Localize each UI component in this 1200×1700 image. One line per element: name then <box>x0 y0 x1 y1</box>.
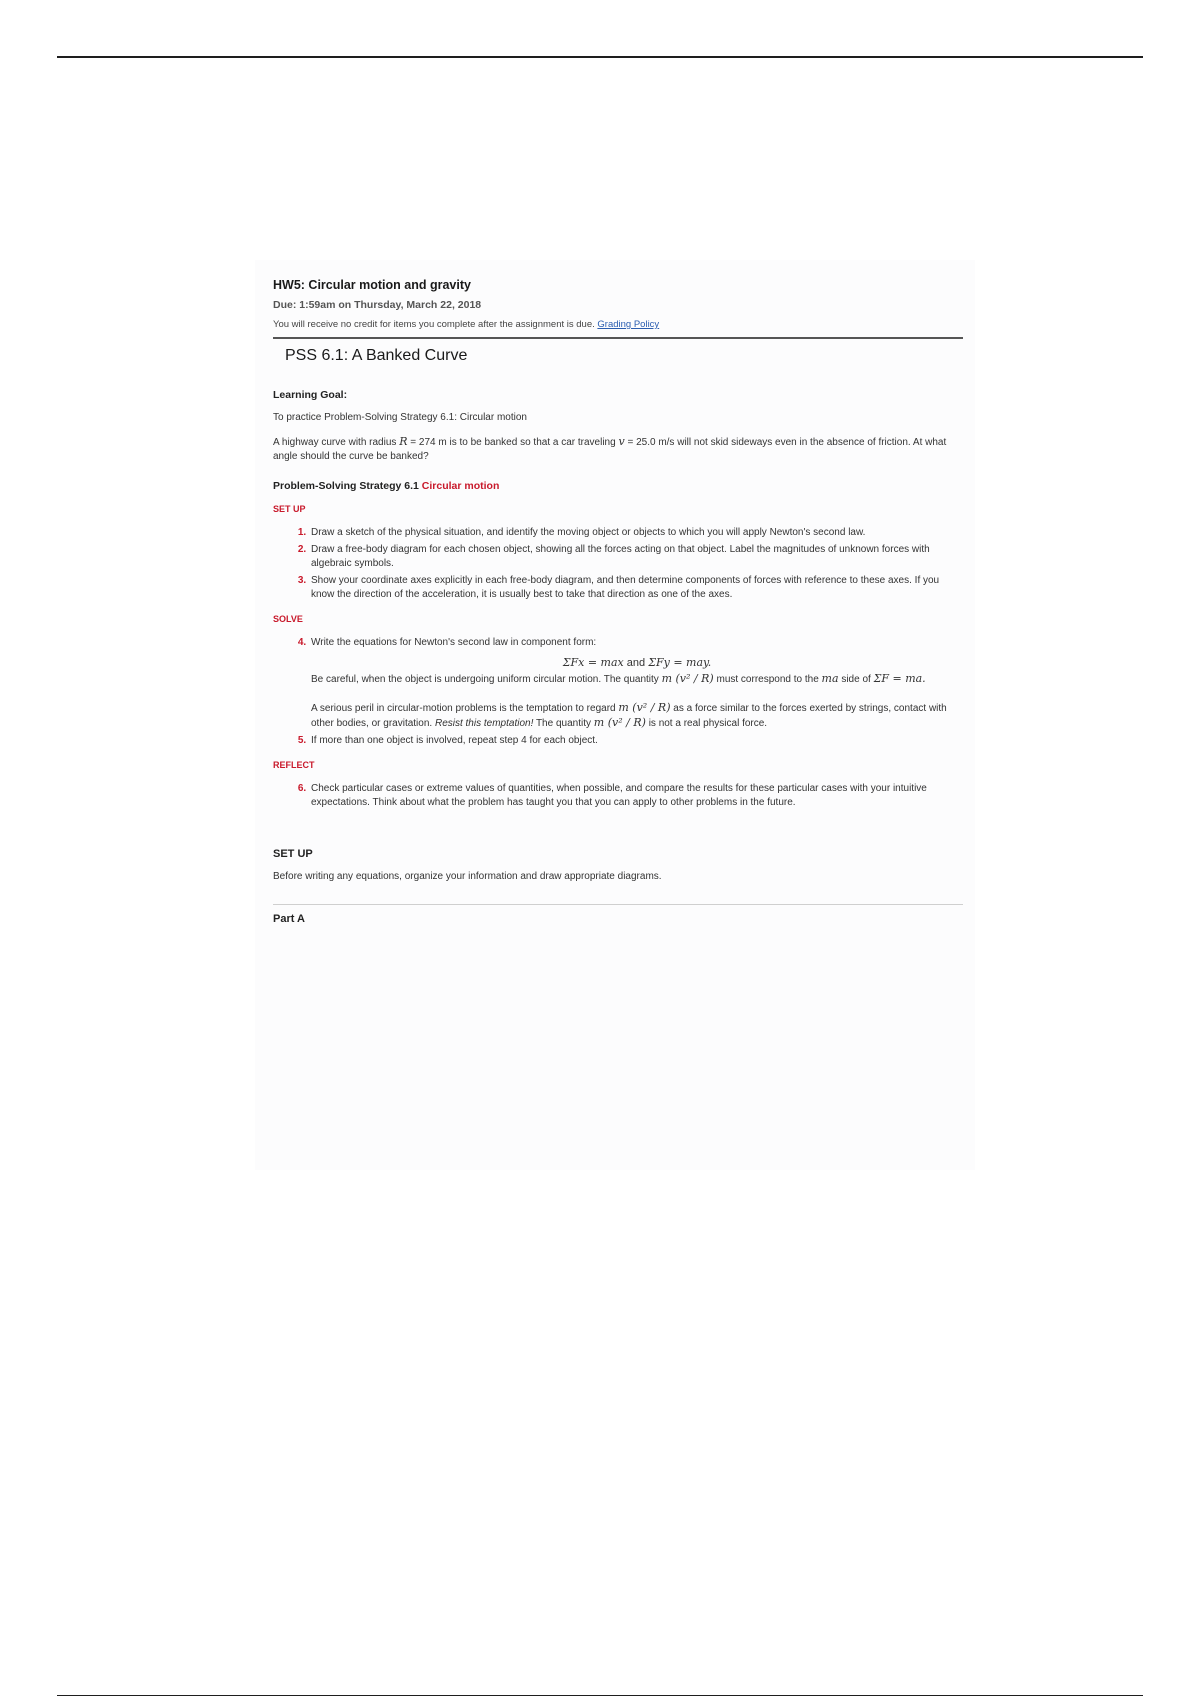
part-a-label[interactable]: Part A <box>273 913 305 925</box>
due-date: Due: 1:59am on Thursday, March 22, 2018 <box>273 299 482 311</box>
step-6: 6. Check particular cases or extreme values of quantities, when possible, and compare the results for these particular cases with your intuitive expectations. Think about what the problem has taught you that you can apply to other problems in the future. <box>309 782 963 810</box>
setup-step-heading: SET UP <box>273 504 306 514</box>
reflect-step-list <box>273 782 963 810</box>
learning-goal-text: To practice Problem-Solving Strategy 6.1: Circular motion <box>273 412 527 423</box>
reflect-step-heading: REFLECT <box>273 760 315 770</box>
step-3: 3. Show your coordinate axes explicitly in each free-body diagram, and then determine components of forces with reference to these axes. If you know the direction of the acceleration, it is usually best to take that direction as one of the axes. <box>309 574 963 602</box>
problem-statement: A highway curve with radius R = 274 m is to be banked so that a car traveling v = 25.0 m/s will not skid sideways even in the absence of friction. At what angle should the curve be banked? <box>273 435 947 462</box>
assignment-title: HW5: Circular motion and gravity <box>273 278 471 292</box>
assignment-screenshot <box>255 260 975 1170</box>
step-2: 2. Draw a free-body diagram for each chosen object, showing all the forces acting on that object. Label the magnitudes of unknown forces with algebraic symbols. <box>309 543 963 571</box>
step-5: 5. If more than one object is involved, repeat step 4 for each object. <box>309 734 963 748</box>
strategy-heading: Problem-Solving Strategy 6.1 Circular motion <box>273 480 500 492</box>
page-bottom-rule <box>57 1695 1143 1696</box>
setup-step-list <box>273 526 963 602</box>
problem-title: PSS 6.1: A Banked Curve <box>285 347 468 364</box>
solve-step-heading: SOLVE <box>273 614 303 624</box>
setup-section-text: Before writing any equations, organize your information and draw appropriate diagrams. <box>273 871 662 882</box>
header-divider <box>273 337 963 339</box>
learning-goal-label: Learning Goal: <box>273 389 348 401</box>
late-notice-text: You will receive no credit for items you complete after the assignment is due. <box>273 319 595 330</box>
solve-step-list <box>273 636 963 748</box>
peril-note: A serious peril in circular-motion problems is the temptation to regard m (v² / R) as a force similar to the forces exerted by strings, contact with other bodies, or gravitation. Resist this temptation! The quantity m (v² / R) is not a real physical force. <box>311 701 947 729</box>
page-top-rule <box>57 56 1143 58</box>
grading-policy-link[interactable]: Grading Policy <box>597 319 660 330</box>
step-1: 1. Draw a sketch of the physical situation, and identify the moving object or objects to which you will apply Newton's second law. <box>309 526 963 540</box>
setup-section-title: SET UP <box>273 848 313 860</box>
careful-note: Be careful, when the object is undergoing uniform circular motion. The quantity m (v² / R) must correspond to the ma side of ΣF = ma. <box>311 672 926 685</box>
part-divider <box>273 904 963 905</box>
newton-equation: ΣFx = max and ΣFy = may. <box>562 656 712 669</box>
late-notice <box>273 319 963 333</box>
step-4: 4. Write the equations for Newton's second law in component form: ΣFx = max and ΣFy = may. Be careful, when the object is undergoing uniform circular motion. The quantity m (v² / R) must correspond to the ma side of ΣF = ma. A serious peril in circular-motion problems is the temptation to regard m (v² / R) as a force similar to the forces exerted by strings, contact with other bodies, or gravitation. Resist this temptation! The quantity m (v² / R) is not a real physical force. <box>309 636 963 731</box>
